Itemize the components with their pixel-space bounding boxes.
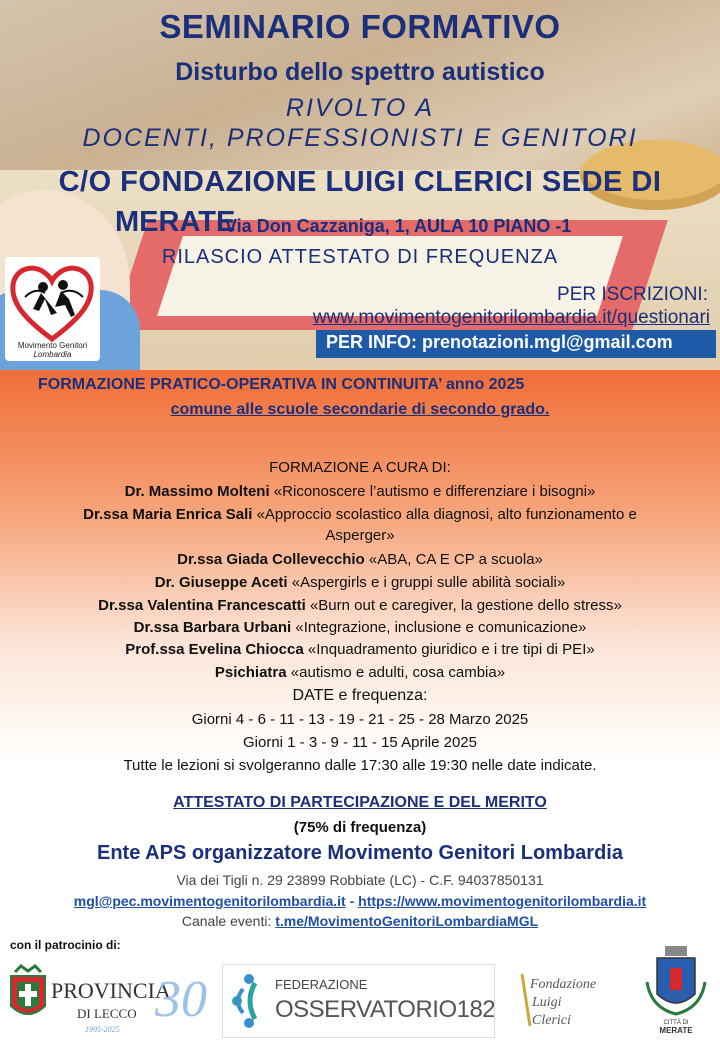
heart-logo-icon (5, 257, 100, 347)
attestato-notice: RILASCIO ATTESTATO DI FREQUENZA (161, 246, 559, 268)
venue-address: Via Don Cazzaniga, 1, AULA 10 PIANO -1 (225, 216, 572, 236)
audience-label: DOCENTI, PROFESSIONISTI E GENITORI (82, 124, 638, 152)
provincia-crest-icon (11, 966, 45, 1014)
date-marzo: Giorni 4 - 6 - 11 - 13 - 19 - 21 - 25 - 28 Marzo 2025 (191, 711, 529, 728)
docente-row: Dr.ssa Giada Collevecchio «ABA, CA E CP a scuola» (177, 551, 543, 568)
svg-text:FEDERAZIONE: FEDERAZIONE (275, 977, 368, 992)
ente-links: mgl@pec.movimentogenitorilombardia.it - https://www.movimentogenitorilombardia.it (73, 893, 647, 909)
docente-row: Dr.ssa Valentina Francescatti «Burn out e caregiver, la gestione dello stress» (98, 597, 622, 614)
docente-row: Prof.ssa Evelina Chiocca «Inquadramento giuridico e i tre tipi di PEI» (125, 641, 595, 658)
citta-merate-logo (637, 942, 715, 1036)
formazione-heading: FORMAZIONE A CURA DI: (269, 459, 451, 476)
svg-text:OSSERVATORIO182: OSSERVATORIO182 (275, 996, 494, 1023)
svg-text:PROVINCIA: PROVINCIA (51, 978, 171, 1003)
docente-row: Psichiatra «autismo e adulti, cosa cambia» (214, 664, 506, 681)
svg-text:Luigi: Luigi (532, 995, 562, 1010)
svg-text:1995-2025: 1995-2025 (85, 1025, 120, 1034)
movimento-genitori-logo: Movimento Genitori Lombardia (5, 257, 100, 361)
info-email[interactable]: PER INFO: prenotazioni.mgl@gmail.com (326, 332, 673, 352)
svg-text:CITTÀ DI: CITTÀ DI (663, 1020, 689, 1026)
telegram-link[interactable]: t.me/MovimentoGenitoriLombardiaMGL (275, 913, 539, 929)
pec-link[interactable]: mgl@pec.movimentogenitorilombardia.it (73, 893, 346, 909)
site-link[interactable]: https://www.movimentogenitorilombardia.it (358, 893, 647, 909)
fondazione-clerici-logo (500, 964, 632, 1036)
canale-eventi: Canale eventi: t.me/MovimentoGenitoriLombardiaMGL (181, 913, 539, 929)
provincia-lecco-logo (5, 962, 209, 1036)
iscrizioni-label: PER ISCRIZIONI: (557, 284, 708, 305)
merate-crest-icon (647, 946, 705, 1014)
fondazione-mark-icon (522, 974, 530, 1026)
docente-row: Dr. Massimo Molteni «Riconoscere l’autismo e differenziare i bisogni» (124, 483, 596, 500)
svg-text:Clerici: Clerici (532, 1013, 571, 1028)
attestato-title: ATTESTATO DI PARTECIPAZIONE E DEL MERITO (173, 794, 547, 811)
osservatorio-people-icon (232, 974, 255, 1028)
intro-line-1: FORMAZIONE PRATICO-OPERATIVA IN CONTINUITA’ anno 2025 (38, 376, 525, 393)
ente-organizzatore: Ente APS organizzatore Movimento Genitori Lombardia (97, 842, 623, 864)
docente-row: Dr.ssa Maria Enrica Sali «Approccio scolastico alla diagnosi, alto funzionamento e (83, 506, 637, 523)
docente-row: Asperger» (325, 527, 395, 544)
intro-line-2: comune alle scuole secondarie di secondo grado. (170, 401, 550, 418)
venue-line: C/O FONDAZIONE LUIGI CLERICI SEDE DI (58, 166, 662, 198)
docente-row: Dr.ssa Barbara Urbani «Integrazione, inclusione e comunicazione» (133, 619, 587, 636)
rivolto-label: RIVOLTO A (285, 94, 435, 122)
svg-text:DI LECCO: DI LECCO (77, 1006, 137, 1021)
date-aprile: Giorni 1 - 3 - 9 - 11 - 15 Aprile 2025 (242, 734, 477, 751)
attestato-frequenza: (75% di frequenza) (293, 819, 427, 836)
svg-text:Fondazione: Fondazione (530, 977, 597, 992)
svg-text:30: 30 (155, 971, 207, 1028)
venue-city: MERATE (115, 206, 236, 238)
date-heading: DATE e frequenza: (292, 687, 428, 704)
seminar-title: SEMINARIO FORMATIVO (159, 8, 561, 45)
ente-address: Via dei Tigli n. 29 23899 Robbiate (LC) - C.F. 94037850131 (176, 872, 544, 888)
iscrizioni-link[interactable]: www.movimentogenitorilombardia.it/questionari (312, 307, 710, 328)
seminar-subtitle: Disturbo dello spettro autistico (175, 58, 545, 86)
orario-note: Tutte le lezioni si svolgeranno dalle 17:30 alle 19:30 nelle date indicate. (123, 757, 597, 774)
osservatorio-182-logo (222, 964, 495, 1038)
svg-text:MERATE: MERATE (659, 1026, 693, 1035)
docente-row: Dr. Giuseppe Aceti «Aspergirls e i gruppi sulle abilità sociali» (154, 574, 566, 591)
patrocinio-label: con il patrocinio di: (10, 938, 121, 952)
